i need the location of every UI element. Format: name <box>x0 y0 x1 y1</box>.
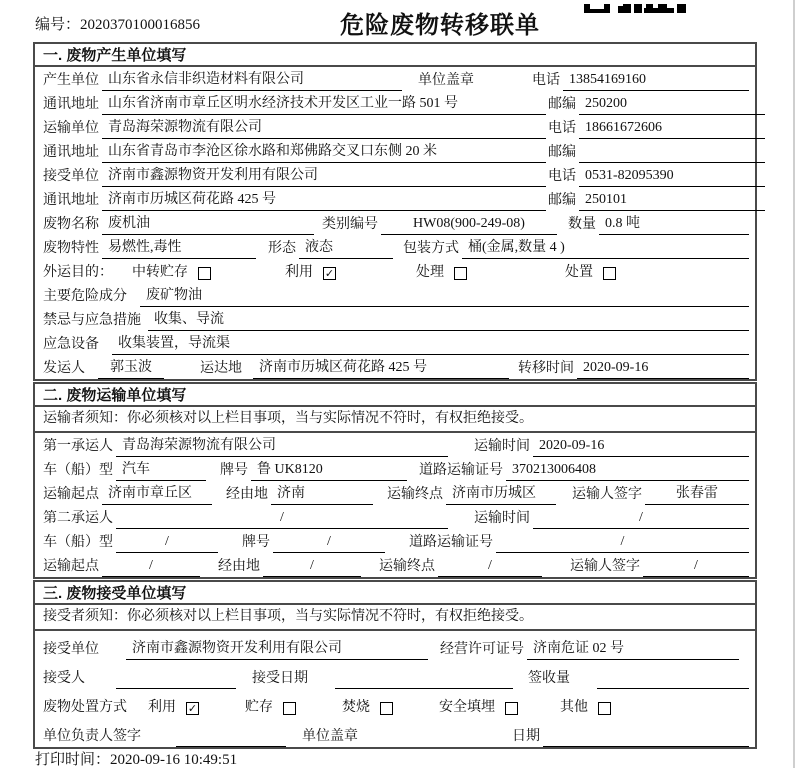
plate1-field[interactable]: 鲁 UK8120 <box>251 458 407 481</box>
waste-name-label: 废物名称 <box>43 217 99 232</box>
disposal-burn-checkbox[interactable] <box>380 702 393 715</box>
vehicle2-label: 车（船）型 <box>43 535 113 550</box>
waste-name-field[interactable]: 废机油 <box>102 212 314 235</box>
acceptor-field[interactable] <box>116 671 236 689</box>
row-taboo <box>35 307 755 331</box>
row-carrier2 <box>35 505 755 529</box>
disposal-burn-label: 焚烧 <box>342 700 370 715</box>
taboo-label: 禁忌与应急措施 <box>43 313 141 328</box>
producer-addr-field[interactable]: 山东省济南市章丘区明水经济技术开发区工业一路 501 号 <box>102 92 546 115</box>
sender-label: 发运人 <box>43 361 85 376</box>
received-field[interactable] <box>597 671 749 689</box>
section1-heading: 一. 废物产生单位填写 <box>35 44 755 67</box>
package-field[interactable]: 桶(金属,数量 4 ) <box>462 236 749 259</box>
purpose-label: 外运目的： <box>43 265 113 280</box>
producer-phone-field[interactable]: 13854169160 <box>563 72 749 91</box>
via1-label: 经由地 <box>226 487 268 502</box>
transporter-field[interactable]: 青岛海荣源物流有限公司 <box>102 116 546 139</box>
origin2-field[interactable]: / <box>102 558 200 577</box>
row-receiver-address <box>35 187 755 211</box>
row-waste-name <box>35 211 755 235</box>
sender-field[interactable]: 郭玉波 <box>98 356 164 379</box>
row-equip <box>35 331 755 355</box>
row-leader-sign <box>35 718 755 747</box>
purpose-option-transfer-label: 中转贮存 <box>132 265 188 280</box>
seal-label: 单位盖章 <box>418 73 474 88</box>
transporter-notice: 运输者须知：你必须核对以上栏目事项，当与实际情况不符时，有权拒绝接受。 <box>35 407 755 433</box>
vehicle1-label: 车（船）型 <box>43 463 113 478</box>
date-label: 日期 <box>512 729 540 744</box>
quantity-field[interactable]: 0.8 吨 <box>599 212 749 235</box>
receiver-addr-label: 通讯地址 <box>43 193 99 208</box>
purpose-use-checkbox[interactable]: ✓ <box>324 267 335 280</box>
leader-sign-label: 单位负责人签字 <box>43 729 141 744</box>
taboo-field[interactable]: 收集、导流 <box>148 308 749 331</box>
leader-sign-field[interactable] <box>176 729 286 747</box>
disposal-other-checkbox[interactable] <box>598 702 611 715</box>
origin1-label: 运输起点 <box>43 487 99 502</box>
purpose-dispose-checkbox[interactable] <box>603 267 616 280</box>
disposal-landfill-checkbox[interactable] <box>505 702 518 715</box>
acceptor-label: 接受人 <box>43 671 85 686</box>
via2-field[interactable]: / <box>263 558 361 577</box>
receive-unit-field[interactable]: 济南市鑫源物资开发利用有限公司 <box>126 637 428 660</box>
hazard-field[interactable]: 废矿物油 <box>140 284 749 307</box>
serial-number: 2020370100016856 <box>80 17 201 33</box>
hazard-label: 主要危险成分 <box>43 289 127 304</box>
time1-field[interactable]: 2020-09-16 <box>533 438 749 457</box>
vehicle1-field[interactable]: 汽车 <box>116 458 206 481</box>
row-receive-unit <box>35 631 755 660</box>
print-time-value: 2020-09-16 10:49:51 <box>110 752 238 768</box>
transfer-time-label: 转移时间 <box>518 361 574 376</box>
end1-label: 运输终点 <box>387 487 443 502</box>
producer-addr-label: 通讯地址 <box>43 97 99 112</box>
row-carrier1 <box>35 433 755 457</box>
license2-label: 道路运输证号 <box>409 535 493 550</box>
end1-field[interactable]: 济南市历城区 <box>446 482 556 505</box>
waste-transfer-form <box>33 42 757 749</box>
received-label: 签收量 <box>528 671 570 686</box>
section2-heading: 二. 废物运输单位填写 <box>35 384 755 407</box>
dest-field[interactable]: 济南市历城区荷花路 425 号 <box>253 356 509 379</box>
print-time-label: 打印时间： <box>35 752 111 768</box>
purpose-treat-checkbox[interactable] <box>454 267 467 280</box>
row-receiver <box>35 163 755 187</box>
receiver-zip-label: 邮编 <box>548 193 576 208</box>
disposal-store-checkbox[interactable] <box>283 702 296 715</box>
row-acceptor <box>35 660 755 689</box>
row-vehicle1 <box>35 457 755 481</box>
row-transporter <box>35 115 755 139</box>
print-time-line <box>35 748 237 769</box>
receiver-zip-field[interactable]: 250101 <box>579 192 765 211</box>
section-transporter <box>33 382 757 579</box>
disposal-landfill-label: 安全填埋 <box>439 700 495 715</box>
receiver-label: 接受单位 <box>43 169 99 184</box>
package-label: 包装方式 <box>403 241 459 256</box>
accept-date-label: 接受日期 <box>252 671 308 686</box>
unit-seal-label: 单位盖章 <box>302 729 358 744</box>
end2-field[interactable]: / <box>438 558 542 577</box>
sign2-field[interactable]: / <box>643 558 749 577</box>
category-label: 类别编号 <box>322 217 378 232</box>
purpose-option-use-label: 利用 <box>285 265 313 280</box>
receiver-phone-field[interactable]: 0531-82095390 <box>579 168 765 187</box>
receiver-field[interactable]: 济南市鑫源物资开发利用有限公司 <box>102 164 546 187</box>
form-label: 形态 <box>268 241 296 256</box>
time1-label: 运输时间 <box>474 439 530 454</box>
row-route1 <box>35 481 755 505</box>
equip-field[interactable]: 收集装置，导流渠 <box>112 332 749 355</box>
time2-label: 运输时间 <box>474 511 530 526</box>
plate2-label: 牌号 <box>242 535 270 550</box>
section3-heading: 三. 废物接受单位填写 <box>35 582 755 605</box>
origin1-field[interactable]: 济南市章丘区 <box>102 482 212 505</box>
via1-field[interactable]: 济南 <box>271 482 373 505</box>
vehicle2-field[interactable]: / <box>116 534 218 553</box>
receiver-notice: 接受者须知：你必须核对以上栏目事项，当与实际情况不符时，有权拒绝接受。 <box>35 605 755 631</box>
receiver-addr-field[interactable]: 济南市历城区荷花路 425 号 <box>102 188 546 211</box>
disposal-use-label: 利用 <box>148 700 176 715</box>
origin2-label: 运输起点 <box>43 559 99 574</box>
row-waste-character <box>35 235 755 259</box>
carrier2-label: 第二承运人 <box>43 511 113 526</box>
receiver-phone-label: 电话 <box>548 169 576 184</box>
row-disposal <box>35 689 755 718</box>
transporter-phone-label: 电话 <box>548 121 576 136</box>
purpose-option-treat-label: 处理 <box>416 265 444 280</box>
license2-field[interactable]: / <box>496 534 749 553</box>
producer-field[interactable]: 山东省永信非织造材料有限公司 <box>102 68 402 91</box>
plate1-label: 牌号 <box>220 463 248 478</box>
sign1-field[interactable]: 张春雷 <box>645 482 749 505</box>
serial-label: 编号： <box>35 17 81 33</box>
transporter-addr-label: 通讯地址 <box>43 145 99 160</box>
carrier2-field[interactable]: / <box>116 510 448 529</box>
qr-code-fragment-icon <box>584 0 686 18</box>
character-field[interactable]: 易燃性,毒性 <box>102 236 256 259</box>
disposal-other-label: 其他 <box>560 700 588 715</box>
row-producer-address <box>35 91 755 115</box>
transporter-addr-field[interactable]: 山东省青岛市李沧区徐水路和郑佛路交叉口东侧 20 米 <box>102 140 546 163</box>
row-purpose <box>35 259 755 283</box>
row-vehicle2 <box>35 529 755 553</box>
producer-zip-label: 邮编 <box>548 97 576 112</box>
row-producer <box>35 67 755 91</box>
producer-phone-label: 电话 <box>532 73 560 88</box>
quantity-label: 数量 <box>568 217 596 232</box>
section-producer <box>33 42 757 381</box>
sign1-label: 运输人签字 <box>572 487 642 502</box>
receive-unit-label: 接受单位 <box>43 642 99 657</box>
page-edge-line <box>793 0 795 768</box>
purpose-transfer-checkbox[interactable] <box>198 267 211 280</box>
transporter-label: 运输单位 <box>43 121 99 136</box>
row-route2 <box>35 553 755 577</box>
date-field[interactable] <box>543 729 749 747</box>
disposal-use-checkbox[interactable]: ✓ <box>187 702 198 715</box>
carrier1-label: 第一承运人 <box>43 439 113 454</box>
plate2-field[interactable]: / <box>273 534 385 553</box>
sign2-label: 运输人签字 <box>570 559 640 574</box>
row-hazard <box>35 283 755 307</box>
transporter-zip-label: 邮编 <box>548 145 576 160</box>
equip-label: 应急设备 <box>43 337 99 352</box>
license1-label: 道路运输证号 <box>419 463 503 478</box>
page-title: 危险废物转移联单 <box>340 12 540 39</box>
character-label: 废物特性 <box>43 241 99 256</box>
dest-label: 运达地 <box>200 361 242 376</box>
producer-label: 产生单位 <box>43 73 99 88</box>
section-receiver <box>33 580 757 749</box>
carrier1-field[interactable]: 青岛海荣源物流有限公司 <box>116 434 448 457</box>
license1-field[interactable]: 370213006408 <box>506 462 749 481</box>
via2-label: 经由地 <box>218 559 260 574</box>
disposal-store-label: 贮存 <box>245 700 273 715</box>
time2-field[interactable]: / <box>533 510 749 529</box>
permit-field[interactable]: 济南危证 02 号 <box>527 637 739 660</box>
end2-label: 运输终点 <box>379 559 435 574</box>
accept-date-field[interactable] <box>335 671 513 689</box>
category-field[interactable]: HW08(900-249-08) <box>381 216 557 235</box>
form-field[interactable]: 液态 <box>299 236 393 259</box>
purpose-option-dispose-label: 处置 <box>565 265 593 280</box>
transporter-phone-field[interactable]: 18661672606 <box>579 120 765 139</box>
row-sender <box>35 355 755 379</box>
transfer-time-field[interactable]: 2020-09-16 <box>577 360 749 379</box>
transporter-zip-field[interactable] <box>579 145 765 163</box>
row-transporter-address <box>35 139 755 163</box>
disposal-label: 废物处置方式 <box>43 700 127 715</box>
producer-zip-field[interactable]: 250200 <box>579 96 765 115</box>
permit-label: 经营许可证号 <box>440 642 524 657</box>
